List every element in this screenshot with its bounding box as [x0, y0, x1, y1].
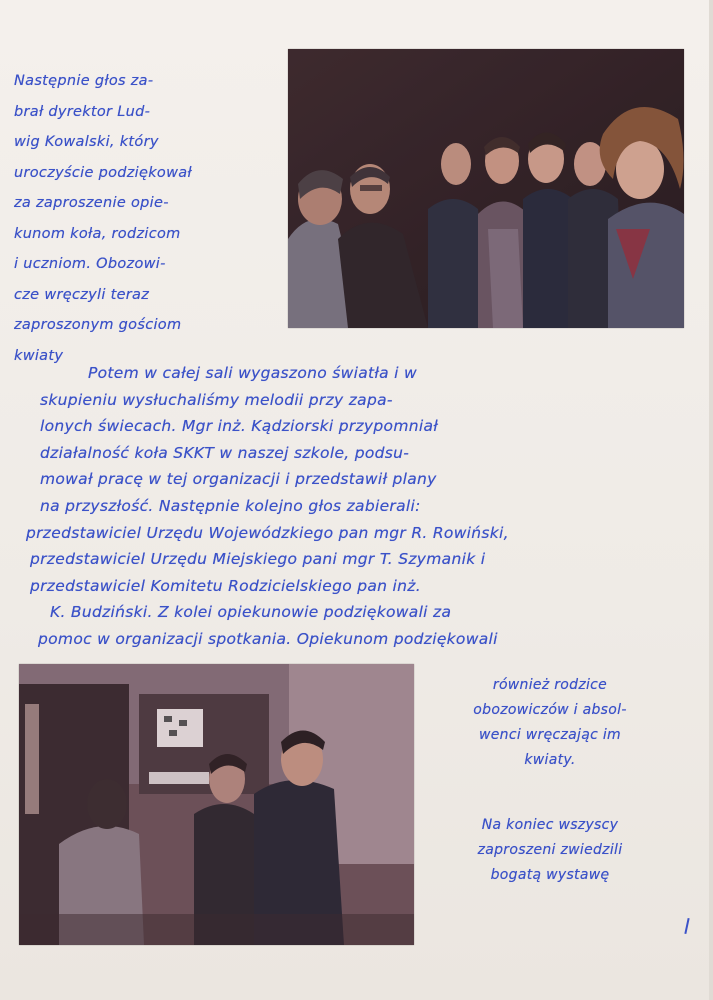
text-line: za zaproszenie opie- [14, 195, 169, 211]
text-line: lonych świecach. Mgr inż. Kądziorski przypomniał [40, 417, 439, 436]
text-line: cze wręczyli teraz [14, 286, 150, 303]
text-line: obozowiczów i absol- [473, 702, 627, 718]
photo-exhibition [19, 664, 414, 945]
text-line: bogatą wystawę [490, 867, 610, 883]
text-line: przedstawiciel Urzędu Wojewódzkiego pan mgr R. Rowiński, [26, 523, 509, 542]
text-line: na przyszłość. Następnie kolejno głos zabierali: [40, 496, 421, 515]
text-line: Potem w całej sali wygaszono światła i w [88, 364, 417, 382]
text-line: i uczniom. Obozowi- [14, 256, 166, 272]
text-line: skupieniu wysłuchaliśmy melodii przy zapa- [40, 390, 393, 409]
text-line: mował pracę w tej organizacji i przedstawił plany [40, 470, 437, 489]
text-line: działalność koła SKKT w naszej szkole, podsu- [40, 443, 410, 462]
text-line: K. Budziński. Z kolei opiekunowie podziękowali za [50, 603, 452, 622]
text-line: przedstawiciel Urzędu Miejskiego pani mgr T. Szymanik i [30, 550, 486, 569]
text-line: zaproszonym gościom [14, 317, 182, 333]
pen-stroke-mark [684, 918, 689, 934]
text-line: wig Kowalski, który [14, 134, 159, 150]
photo-ceremony-handshake [288, 49, 684, 328]
text-line: kwiaty. [524, 752, 576, 768]
text-line: brał dyrektor Lud- [14, 103, 151, 120]
text-line: zaproszeni zwiedzili [477, 842, 623, 858]
text-line: kwiaty [14, 347, 64, 364]
paragraph-top [14, 66, 276, 371]
text-line: kunom koła, rodzicom [14, 225, 181, 242]
text-line: uroczyście podziękował [14, 164, 192, 181]
paragraph-end [420, 813, 680, 888]
paragraph-right [420, 673, 680, 773]
text-line: wenci wręczając im [479, 727, 621, 743]
text-line: pomoc w organizacji spotkania. Opiekunom podziękowali [38, 629, 498, 648]
text-line: Następnie głos za- [14, 73, 154, 89]
text-line: Na koniec wszyscy [481, 817, 619, 833]
text-line: również rodzice [492, 677, 608, 693]
paragraph-middle [26, 360, 690, 653]
page-edge [709, 0, 713, 1000]
text-line: przedstawiciel Komitetu Rodzicielskiego pan inż. [30, 576, 421, 595]
